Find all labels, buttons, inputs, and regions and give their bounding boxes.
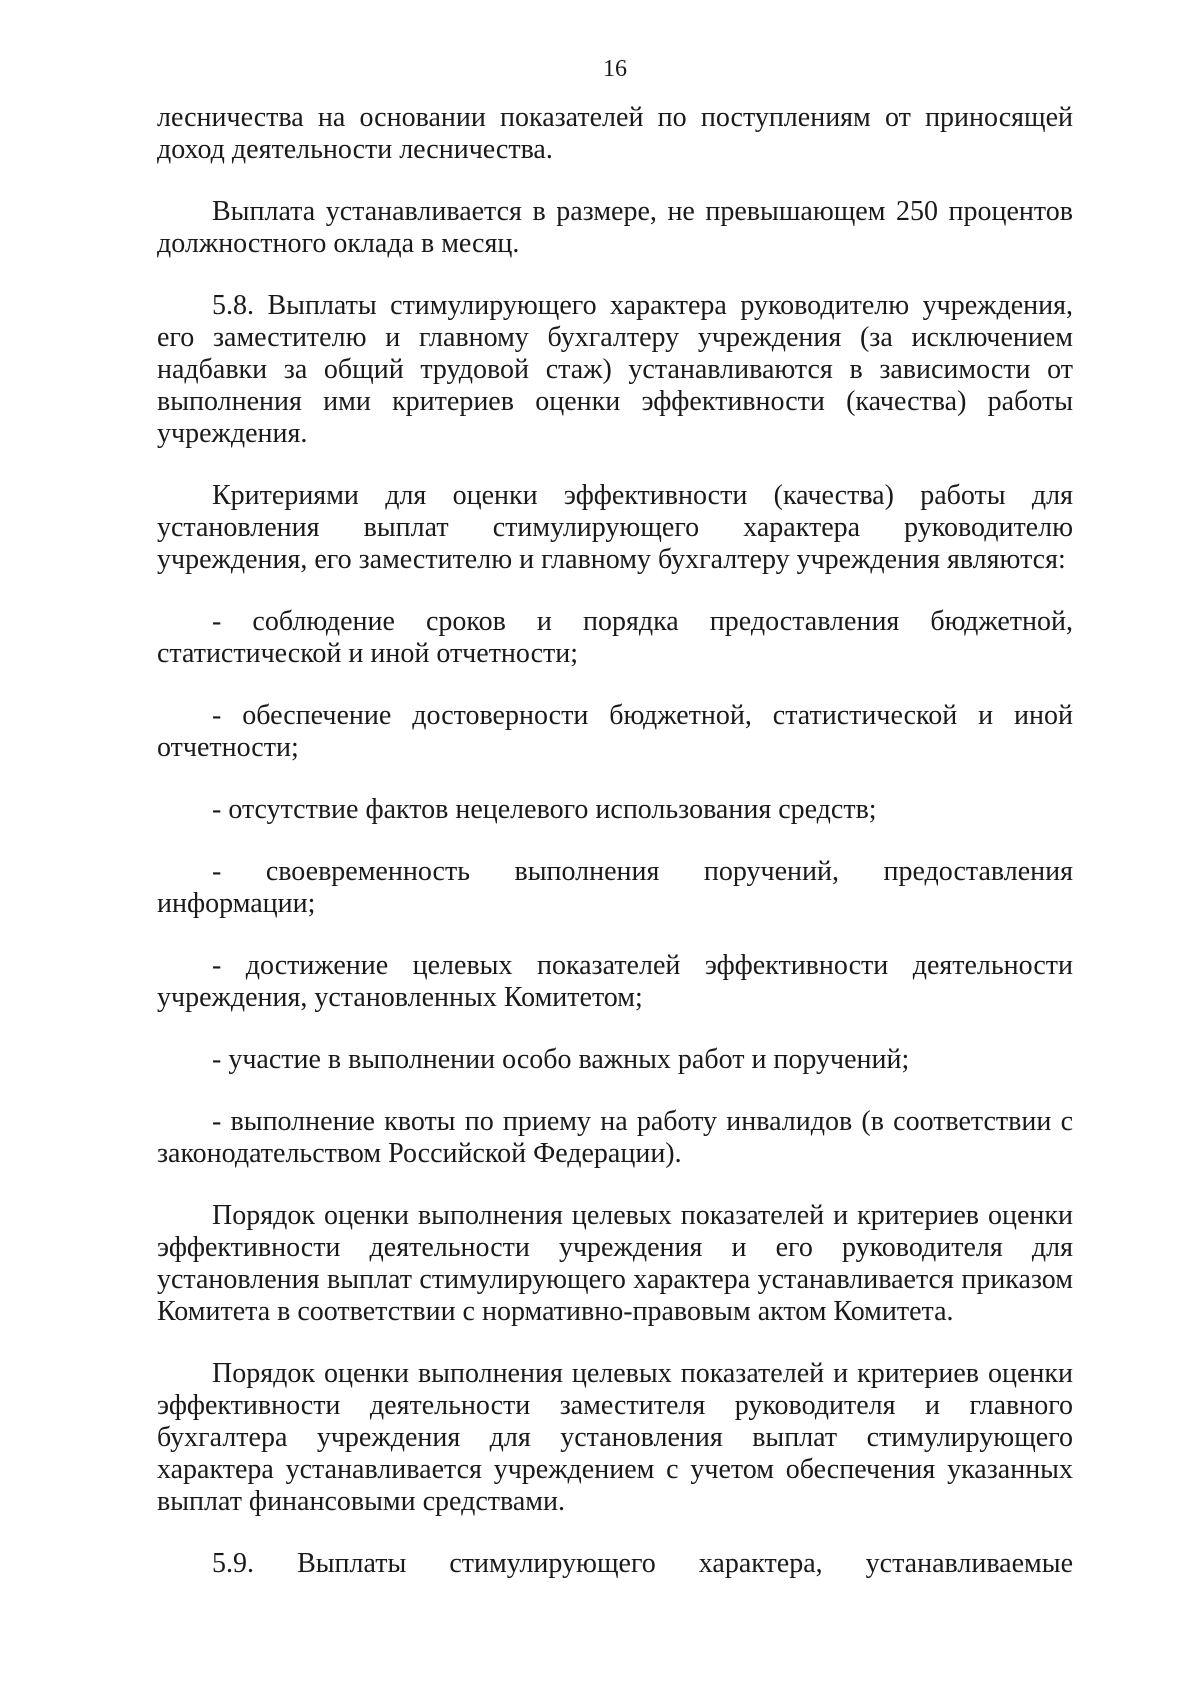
document-body <box>157 102 1073 1610</box>
paragraph-payment-limit: Выплата устанавливается в размере, не превышающем 250 процентов должностного оклада в месяц. <box>157 196 1073 259</box>
list-item-reporting-accuracy: - обеспечение достоверности бюджетной, статистической и иной отчетности; <box>157 700 1073 763</box>
list-item-no-misuse-of-funds: - отсутствие фактов нецелевого использования средств; <box>212 794 877 825</box>
paragraph-section-5-9: 5.9. Выплаты стимулирующего характера, устанавливаемые <box>212 1548 1073 1579</box>
paragraph-section-5-8: 5.8. Выплаты стимулирующего характера руководителю учреждения, его заместителю и главному бухгалтеру учреждения (за исключением надбавки за общий трудовой стаж) устанавливаются в зависимости от выполнения ими критериев оценки эффективности (качества) работы учреждения. <box>157 290 1073 449</box>
paragraph-evaluation-head: Порядок оценки выполнения целевых показателей и критериев оценки эффективности деятельности учреждения и его руководителя для установления выплат стимулирующего характера устанавливается приказом Комитета в соответствии с нормативно-правовым актом Комитета. <box>157 1200 1073 1327</box>
list-item-disability-quota: - выполнение квоты по приему на работу инвалидов (в соответствии с законодательством Российской Федерации). <box>157 1106 1073 1169</box>
list-item-important-works: - участие в выполнении особо важных работ и поручений; <box>212 1044 910 1075</box>
paragraph-evaluation-deputy: Порядок оценки выполнения целевых показателей и критериев оценки эффективности деятельности заместителя руководителя и главного бухгалтера учреждения для установления выплат стимулирующего характера устанавливается учреждением с учетом обеспечения указанных выплат финансовыми средствами. <box>157 1358 1073 1517</box>
list-item-target-indicators: - достижение целевых показателей эффективности деятельности учреждения, установленных Комитетом; <box>157 950 1073 1013</box>
paragraph-continued-forestry: лесничества на основании показателей по поступлениям от приносящей доход деятельности лесничества. <box>157 102 1073 165</box>
list-item-timely-assignments: - своевременность выполнения поручений, предоставления информации; <box>157 856 1073 919</box>
paragraph-criteria-intro: Критериями для оценки эффективности (качества) работы для установления выплат стимулирующего характера руководителю учреждения, его заместителю и главному бухгалтеру учреждения являются: <box>157 480 1073 575</box>
page-number: 16 <box>603 56 627 82</box>
list-item-reporting-deadlines: - соблюдение сроков и порядка предоставления бюджетной, статистической и иной отчетности; <box>157 606 1073 669</box>
